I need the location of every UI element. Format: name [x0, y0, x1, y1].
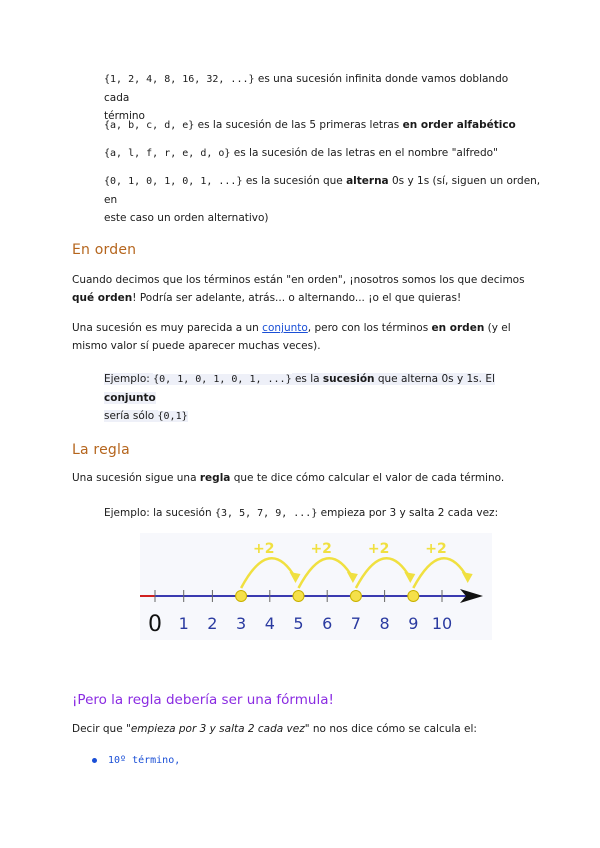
section-title-en-orden: En orden: [72, 242, 137, 258]
intro-item-3: {a, l, f, r, e, d, o} es la sucesión de las letras en el nombre "alfredo": [104, 147, 498, 159]
set-notation: {0, 1, 0, 1, 0, 1, ...}: [153, 374, 292, 385]
point-9: [408, 591, 419, 602]
set-notation: {a, b, c, d, e}: [104, 120, 195, 131]
set-notation: {1, 2, 4, 8, 16, 32, ...}: [104, 74, 255, 85]
set-notation: {a, l, f, r, e, d, o}: [104, 148, 231, 159]
jump-label: +2: [367, 541, 390, 557]
point-3: [236, 591, 247, 602]
tick-label-1: 1: [178, 614, 189, 633]
intro-item-1: {1, 2, 4, 8, 16, 32, ...} es una sucesión infinita donde vamos doblando cada término: [104, 73, 509, 122]
paragraph-orden: Cuando decimos que los términos están "en orden", ¡nosotros somos los que decimos qué orden! Podría ser adelante, atrás... o alternando... ¡o el que quieras!: [72, 274, 525, 304]
tick-label-9: 9: [408, 614, 419, 633]
paragraph-formula: Decir que "empieza por 3 y salta 2 cada vez" no nos dice cómo se calcula el:: [72, 723, 477, 735]
tick-label-8: 8: [379, 614, 390, 633]
point-5: [293, 591, 304, 602]
tick-label-2: 2: [207, 614, 218, 633]
intro-item-4: {0, 1, 0, 1, 0, 1, ...} es la sucesión que alterna 0s y 1s (sí, siguen un orden, en este caso un orden alternativo): [104, 175, 541, 224]
tick-label-4: 4: [264, 614, 275, 633]
tick-label-10: 10: [431, 614, 453, 633]
example-regla: Ejemplo: la sucesión {3, 5, 7, 9, ...} empieza por 3 y salta 2 cada vez:: [104, 507, 499, 519]
jump-label: +2: [253, 541, 275, 557]
set-notation: {0,1}: [157, 411, 188, 422]
bullet-icon: [92, 758, 97, 763]
tick-label-7: 7: [350, 614, 361, 633]
section-title-la-regla: La regla: [72, 442, 130, 458]
paragraph-conjunto: Una sucesión es muy parecida a un conjunto, pero con los términos en orden (y el mismo valor sí puede aparecer muchas veces).: [72, 322, 511, 352]
number-line-figure: [140, 533, 492, 640]
set-notation: {3, 5, 7, 9, ...}: [214, 508, 318, 519]
tick-label-5: 5: [293, 614, 304, 633]
set-notation: {0, 1, 0, 1, 0, 1, ...}: [104, 176, 243, 187]
jump-label: +2: [425, 541, 447, 557]
example-orden: Ejemplo: {0, 1, 0, 1, 0, 1, ...} es la sucesión que alterna 0s y 1s. El conjunto sería sólo {0,1}: [104, 373, 495, 422]
point-7: [350, 591, 361, 602]
paragraph-regla: Una sucesión sigue una regla que te dice cómo calcular el valor de cada término.: [72, 472, 505, 484]
conjunto-link[interactable]: conjunto: [262, 322, 308, 334]
section-title-formula: ¡Pero la regla debería ser una fórmula!: [72, 692, 334, 708]
intro-item-2: {a, b, c, d, e} es la sucesión de las 5 primeras letras en order alfabético: [104, 119, 516, 131]
bullet-item: 10º término,: [108, 755, 181, 766]
tick-label-0: 0: [148, 612, 162, 637]
tick-label-6: 6: [322, 614, 333, 633]
tick-label-3: 3: [236, 614, 247, 633]
jump-label: +2: [310, 541, 332, 557]
